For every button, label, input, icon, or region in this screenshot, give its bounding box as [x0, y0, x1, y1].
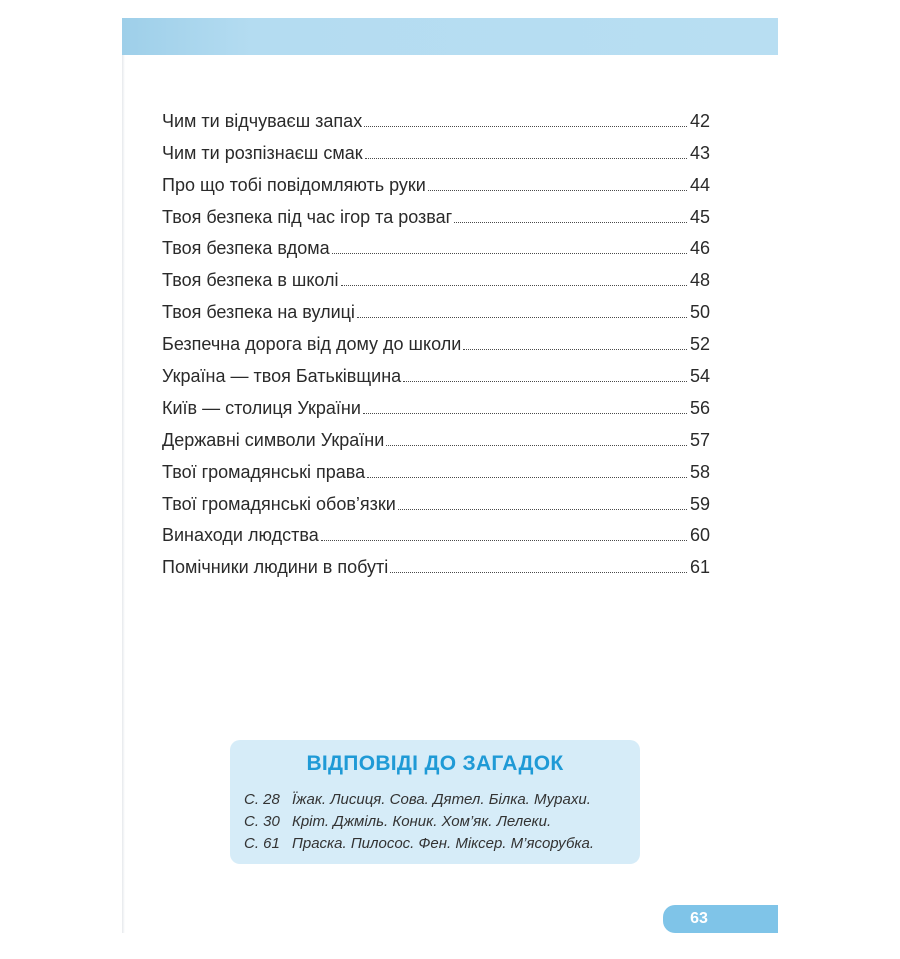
- toc-entry[interactable]: [162, 515, 710, 547]
- riddle-answer-row: [244, 789, 594, 811]
- toc-entry-title: Безпечна дорога від дому до школи: [162, 334, 462, 355]
- toc-entry-title: Твої громадянські обов’язки: [162, 493, 396, 514]
- toc-entry-page: 60: [689, 525, 710, 546]
- toc-entry-title: Твоя безпека вдома: [162, 238, 330, 259]
- toc-entry-page: 50: [689, 302, 710, 323]
- toc-entry-title: Твоя безпека в школі: [162, 270, 339, 291]
- toc-leader-dots: [398, 508, 687, 510]
- toc-entry[interactable]: [162, 132, 710, 164]
- toc-leader-dots: [365, 157, 687, 159]
- toc-leader-dots: [390, 571, 687, 573]
- page-number: 63: [690, 910, 708, 927]
- toc-entry-page: 52: [689, 334, 710, 355]
- toc-entry-title: Україна — твоя Батьківщина: [162, 366, 402, 387]
- toc-leader-dots: [367, 476, 687, 478]
- riddle-answer-page-ref: С. 30: [244, 813, 280, 830]
- toc-leader-dots: [403, 380, 687, 382]
- toc-entry-page: 43: [689, 142, 710, 163]
- toc-entry[interactable]: [162, 323, 710, 355]
- toc-entry-title: Про що тобі повідомляють руки: [162, 174, 426, 195]
- toc-entry[interactable]: [162, 355, 710, 387]
- toc-entry-title: Твоя безпека на вулиці: [162, 302, 355, 323]
- toc-leader-dots: [428, 189, 687, 191]
- toc-entry[interactable]: [162, 419, 710, 451]
- toc-leader-dots: [332, 252, 687, 254]
- toc-entry-page: 57: [689, 429, 710, 450]
- riddle-answer-text: Праска. Пилосос. Фен. Міксер. М’ясорубка.: [292, 835, 595, 852]
- toc-entry[interactable]: [162, 100, 710, 132]
- riddle-answers-title: ВІДПОВІДІ ДО ЗАГАДОК: [306, 752, 564, 775]
- toc-leader-dots: [386, 444, 687, 446]
- toc-entry[interactable]: [162, 259, 710, 291]
- toc-leader-dots: [321, 539, 687, 541]
- riddle-answer-text: Їжак. Лисиця. Сова. Дятел. Білка. Мурахи.: [292, 791, 591, 808]
- toc-leader-dots: [454, 221, 687, 223]
- toc-leader-dots: [364, 125, 687, 127]
- toc-entry[interactable]: [162, 196, 710, 228]
- toc-entry-page: 58: [689, 461, 710, 482]
- toc-entry-page: 59: [689, 493, 710, 514]
- toc-entry-title: Твої громадянські права: [162, 461, 366, 482]
- riddle-answer-page-ref: С. 28: [244, 791, 280, 808]
- riddle-answers-box: [230, 740, 640, 864]
- toc-leader-dots: [463, 348, 687, 350]
- toc-entry-page: 46: [689, 238, 710, 259]
- toc-entry-title: Державні символи України: [162, 429, 385, 450]
- table-of-contents: [162, 100, 710, 578]
- riddle-answer-row: [244, 811, 594, 833]
- toc-entry[interactable]: [162, 387, 710, 419]
- toc-leader-dots: [341, 284, 687, 286]
- riddle-answer-text: Кріт. Джміль. Коник. Хом’як. Лелеки.: [292, 813, 552, 830]
- page-edge-shadow: [122, 18, 125, 933]
- toc-leader-dots: [363, 412, 687, 414]
- toc-entry[interactable]: [162, 164, 710, 196]
- header-band: [122, 18, 778, 55]
- toc-entry-page: 45: [689, 206, 710, 227]
- toc-entry[interactable]: [162, 451, 710, 483]
- riddle-answer-page-ref: С. 61: [244, 835, 280, 852]
- toc-entry[interactable]: [162, 228, 710, 260]
- toc-entry-title: Київ — столиця України: [162, 397, 361, 418]
- toc-entry-title: Чим ти відчуваєш запах: [162, 110, 363, 131]
- riddle-answer-row: [244, 833, 594, 855]
- toc-entry[interactable]: [162, 546, 710, 578]
- toc-entry-page: 61: [689, 557, 710, 578]
- riddle-answers-list: [244, 789, 594, 855]
- toc-entry-title: Чим ти розпізнаєш смак: [162, 142, 363, 163]
- toc-entry-title: Помічники людини в побуті: [162, 557, 389, 578]
- toc-entry[interactable]: [162, 291, 710, 323]
- toc-leader-dots: [357, 316, 687, 318]
- toc-entry-page: 44: [689, 174, 710, 195]
- page-number-tab: [663, 905, 778, 933]
- toc-entry-page: 48: [689, 270, 710, 291]
- toc-entry-page: 56: [689, 397, 710, 418]
- toc-entry-title: Твоя безпека під час ігор та розваг: [162, 206, 453, 227]
- toc-entry-title: Винаходи людства: [162, 525, 319, 546]
- toc-entry-page: 54: [689, 366, 710, 387]
- toc-entry-page: 42: [689, 110, 710, 131]
- toc-entry[interactable]: [162, 483, 710, 515]
